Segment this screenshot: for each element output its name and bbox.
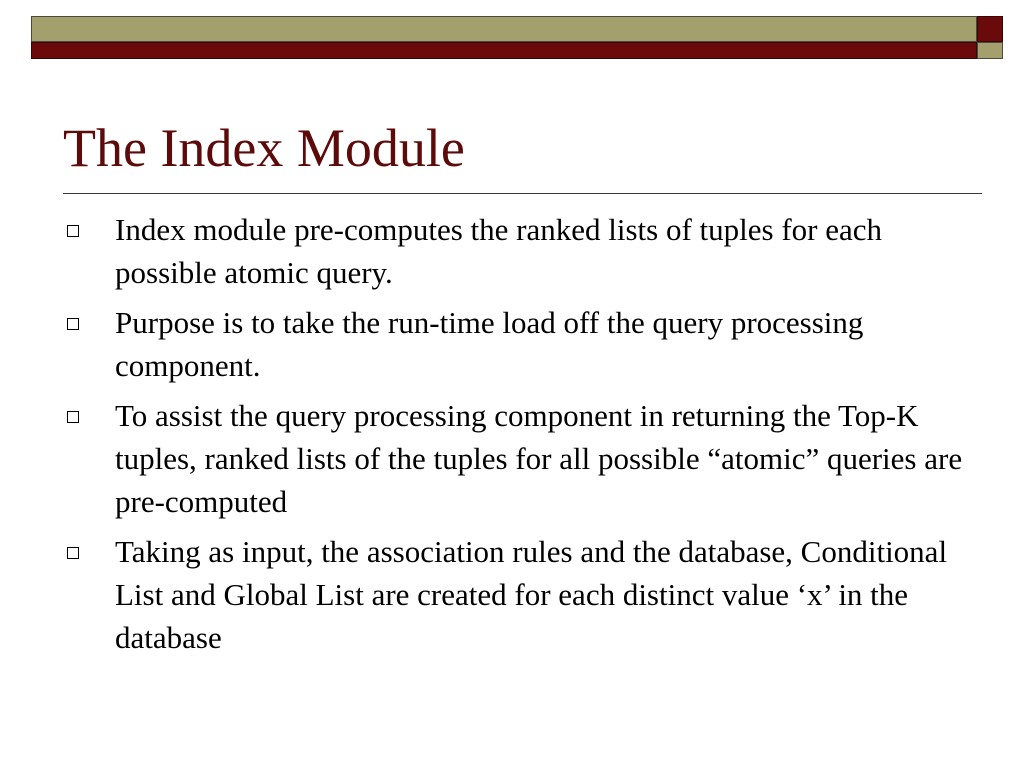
bullet-item [63,301,973,387]
bullet-text: Taking as input, the association rules and the database, Conditional List and Global List are created for each distinct value ‘x’ in the database [115,534,948,655]
hollow-square-bullet-icon [67,547,79,559]
header-bar-olive [31,16,977,42]
bullet-text: To assist the query processing component in returning the Top-K tuples, ranked lists of the tuples for all possible “atomic” queries are pre-computed [115,398,963,519]
bullet-item [63,208,973,294]
header-square-olive [977,42,1003,59]
bullet-text: Purpose is to take the run-time load off the query processing component. [115,305,864,383]
title-divider [63,193,982,194]
bullet-text: Index module pre-computes the ranked lists of tuples for each possible atomic query. [115,212,883,290]
hollow-square-bullet-icon [67,318,79,330]
header-bar-maroon [31,42,977,59]
bullet-item [63,530,973,659]
bullet-list [63,208,973,666]
hollow-square-bullet-icon [67,225,79,237]
hollow-square-bullet-icon [67,411,79,423]
slide-title: The Index Module [63,118,465,178]
header-square-maroon [977,16,1003,42]
bullet-item [63,394,973,523]
